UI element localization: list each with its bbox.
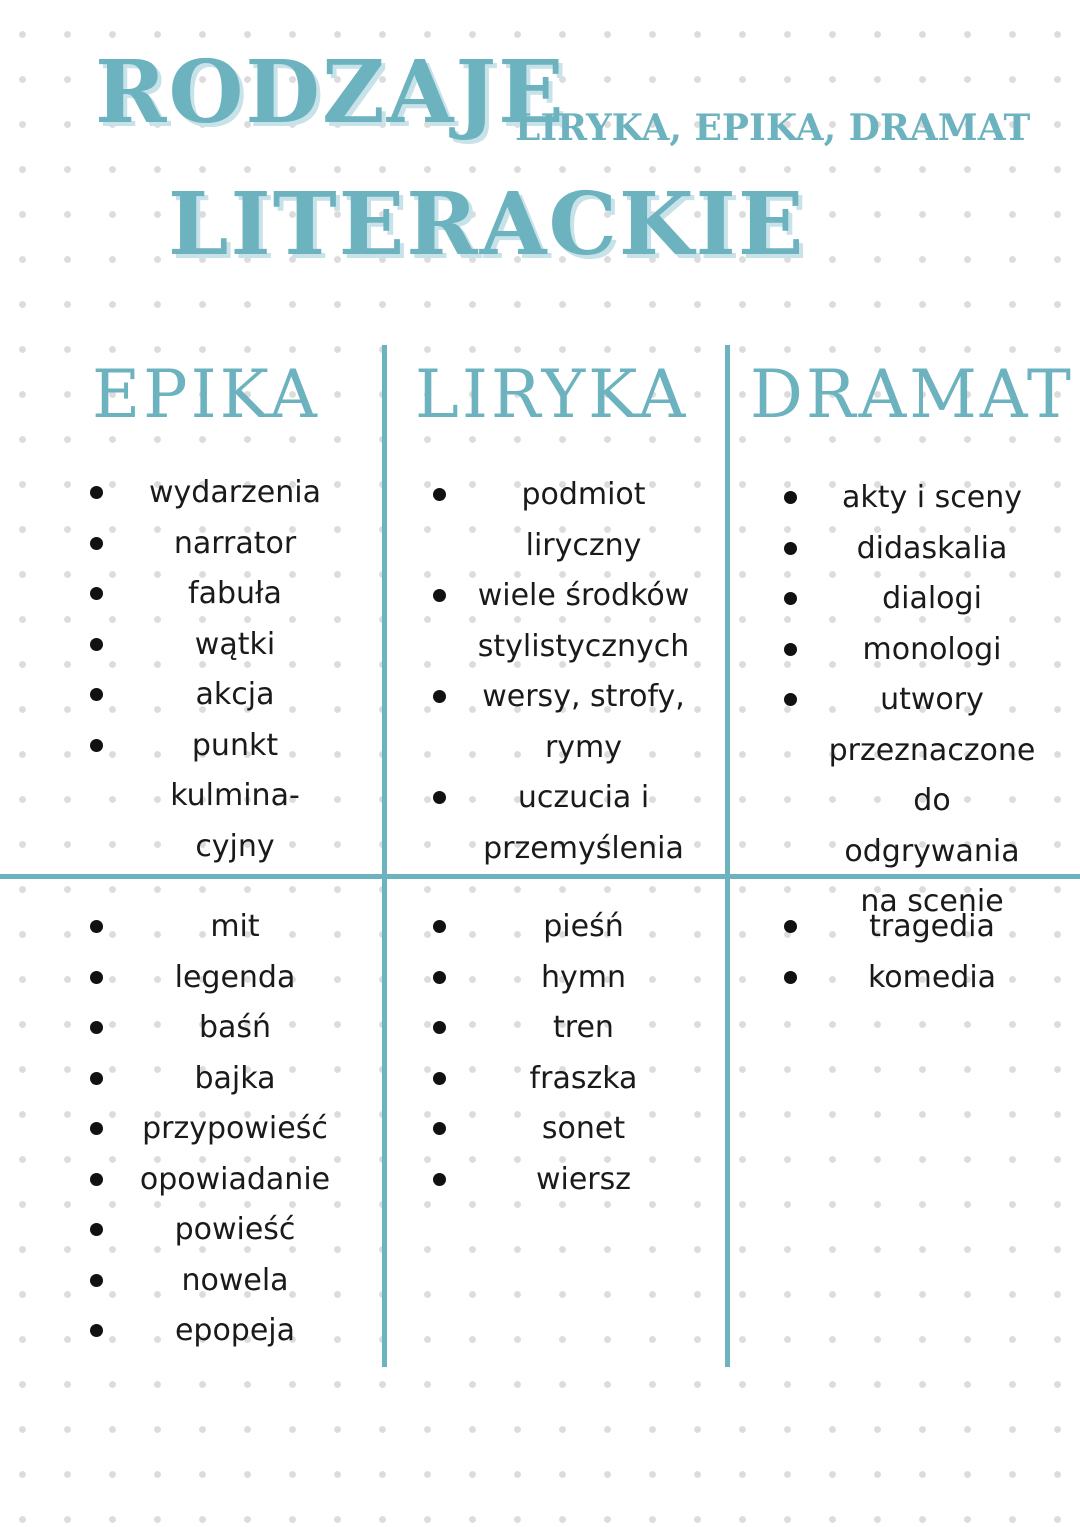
list-item-text: akcja xyxy=(195,677,275,712)
bullet-icon xyxy=(90,537,103,550)
list-item xyxy=(476,1003,691,1054)
bullet-icon xyxy=(90,920,103,933)
bullet-icon xyxy=(433,920,446,933)
list-item xyxy=(476,1054,691,1105)
list-item-text: didaskalia xyxy=(856,530,1008,566)
list-item-text: epopeja xyxy=(174,1313,296,1348)
bullet-icon xyxy=(433,589,446,602)
list-item-text: nowela xyxy=(181,1262,289,1298)
list-item xyxy=(476,1104,691,1155)
list-item-text: wiersz xyxy=(535,1161,632,1197)
bullet-icon xyxy=(90,1072,103,1085)
list-item-text: do odgrywania xyxy=(844,783,1020,869)
bullet-icon xyxy=(90,638,103,651)
list-item xyxy=(476,902,691,953)
bullet-icon xyxy=(433,690,446,703)
list-item-text: sonet xyxy=(541,1111,626,1146)
bullet-icon xyxy=(784,491,797,504)
bullet-icon xyxy=(433,1173,446,1186)
list-item xyxy=(476,571,691,672)
list-item-text: liryczny xyxy=(525,527,642,563)
list-item-text: przemyślenia xyxy=(483,830,684,866)
liryka-genres-list xyxy=(476,902,691,1205)
heading-liryka: LIRYKA xyxy=(415,356,689,433)
bullet-icon xyxy=(784,643,797,656)
list-item-text: przeznaczone xyxy=(828,732,1036,768)
list-item-text: komedia xyxy=(867,959,997,995)
list-item-text: tren xyxy=(553,1010,614,1045)
list-item xyxy=(476,953,691,1004)
list-item-text: punkt kulmina- xyxy=(170,727,300,813)
bullet-icon xyxy=(90,1173,103,1186)
title-line-2: LITERACKIE xyxy=(168,174,806,275)
heading-epika: EPIKA xyxy=(92,356,320,433)
list-item xyxy=(130,1003,340,1054)
list-item-text: wiele środków xyxy=(477,578,690,613)
list-item xyxy=(130,519,340,570)
list-item-text: opowiadanie xyxy=(139,1161,331,1197)
column-divider-1 xyxy=(382,345,387,1367)
list-item-text: powieść xyxy=(174,1212,296,1247)
list-item-text: wydarzenia xyxy=(149,475,321,510)
epika-features-list xyxy=(130,468,340,872)
list-item-text: monologi xyxy=(862,631,1002,667)
list-item xyxy=(130,953,340,1004)
bullet-icon xyxy=(433,1122,446,1135)
list-item xyxy=(476,1155,691,1206)
subtitle: LIRYKA, EPIKA, DRAMAT xyxy=(515,107,1031,149)
list-item xyxy=(827,473,1037,524)
list-item-text: cyjny xyxy=(195,828,275,864)
list-item xyxy=(130,1306,340,1357)
list-item xyxy=(827,524,1037,575)
list-item-text: akty i sceny xyxy=(841,480,1023,515)
list-item-text: mit xyxy=(210,909,260,944)
bullet-icon xyxy=(784,971,797,984)
bullet-icon xyxy=(90,486,103,499)
list-item-text: wersy, strofy, xyxy=(482,679,685,714)
list-item xyxy=(476,773,691,874)
bullet-icon xyxy=(90,971,103,984)
list-item xyxy=(827,625,1037,676)
column-divider-2 xyxy=(725,345,730,1367)
bullet-icon xyxy=(433,1021,446,1034)
dramat-genres-list xyxy=(827,902,1037,1003)
list-item xyxy=(130,1054,340,1105)
list-item xyxy=(130,569,340,620)
bullet-icon xyxy=(90,1021,103,1034)
list-item xyxy=(476,672,691,773)
list-item-text: tragedia xyxy=(869,909,995,944)
liryka-features-list xyxy=(476,470,691,874)
bullet-icon xyxy=(90,1223,103,1236)
bullet-icon xyxy=(784,920,797,933)
list-item xyxy=(827,574,1037,625)
list-item-text: bajka xyxy=(194,1060,276,1096)
list-item-text: fraszka xyxy=(529,1060,638,1096)
list-item-text: legenda xyxy=(174,959,296,995)
list-item-text: pieśń xyxy=(543,909,624,944)
epika-genres-list xyxy=(130,902,340,1357)
list-item xyxy=(130,620,340,671)
list-item-text: baśń xyxy=(198,1010,272,1045)
bullet-icon xyxy=(433,1072,446,1085)
list-item-text: dialogi xyxy=(882,581,982,616)
title-line-1: RODZAJE xyxy=(95,42,566,143)
bullet-icon xyxy=(784,592,797,605)
bullet-icon xyxy=(90,739,103,752)
list-item xyxy=(130,721,340,873)
bullet-icon xyxy=(90,1274,103,1287)
bullet-icon xyxy=(90,587,103,600)
list-item-text: wątki xyxy=(194,626,276,662)
bullet-icon xyxy=(433,488,446,501)
list-item xyxy=(130,1205,340,1256)
list-item-text: podmiot xyxy=(521,477,646,512)
list-item-text: przypowieść xyxy=(142,1111,328,1146)
bullet-icon xyxy=(433,971,446,984)
list-item xyxy=(827,902,1037,953)
bullet-icon xyxy=(90,1122,103,1135)
list-item xyxy=(476,470,691,571)
list-item-text: utwory xyxy=(880,682,984,717)
list-item-text: rymy xyxy=(544,729,623,765)
list-item xyxy=(130,1104,340,1155)
list-item-text: hymn xyxy=(540,959,626,995)
list-item xyxy=(130,1155,340,1206)
bullet-icon xyxy=(784,693,797,706)
list-item-text: na scenie xyxy=(860,884,1004,919)
list-item xyxy=(130,1256,340,1307)
list-item-text: uczucia i xyxy=(517,780,650,815)
bullet-icon xyxy=(90,688,103,701)
list-item xyxy=(130,902,340,953)
bullet-icon xyxy=(784,542,797,555)
list-item xyxy=(130,468,340,519)
list-item-text: narrator xyxy=(173,525,297,561)
bullet-icon xyxy=(433,791,446,804)
list-item-text: stylistycznych xyxy=(477,628,690,664)
heading-dramat: DRAMAT xyxy=(750,356,1074,433)
list-item xyxy=(827,675,1037,928)
list-item xyxy=(130,670,340,721)
list-item-text: fabuła xyxy=(188,576,282,611)
dramat-features-list xyxy=(827,473,1037,928)
list-item xyxy=(827,953,1037,1004)
bullet-icon xyxy=(90,1324,103,1337)
